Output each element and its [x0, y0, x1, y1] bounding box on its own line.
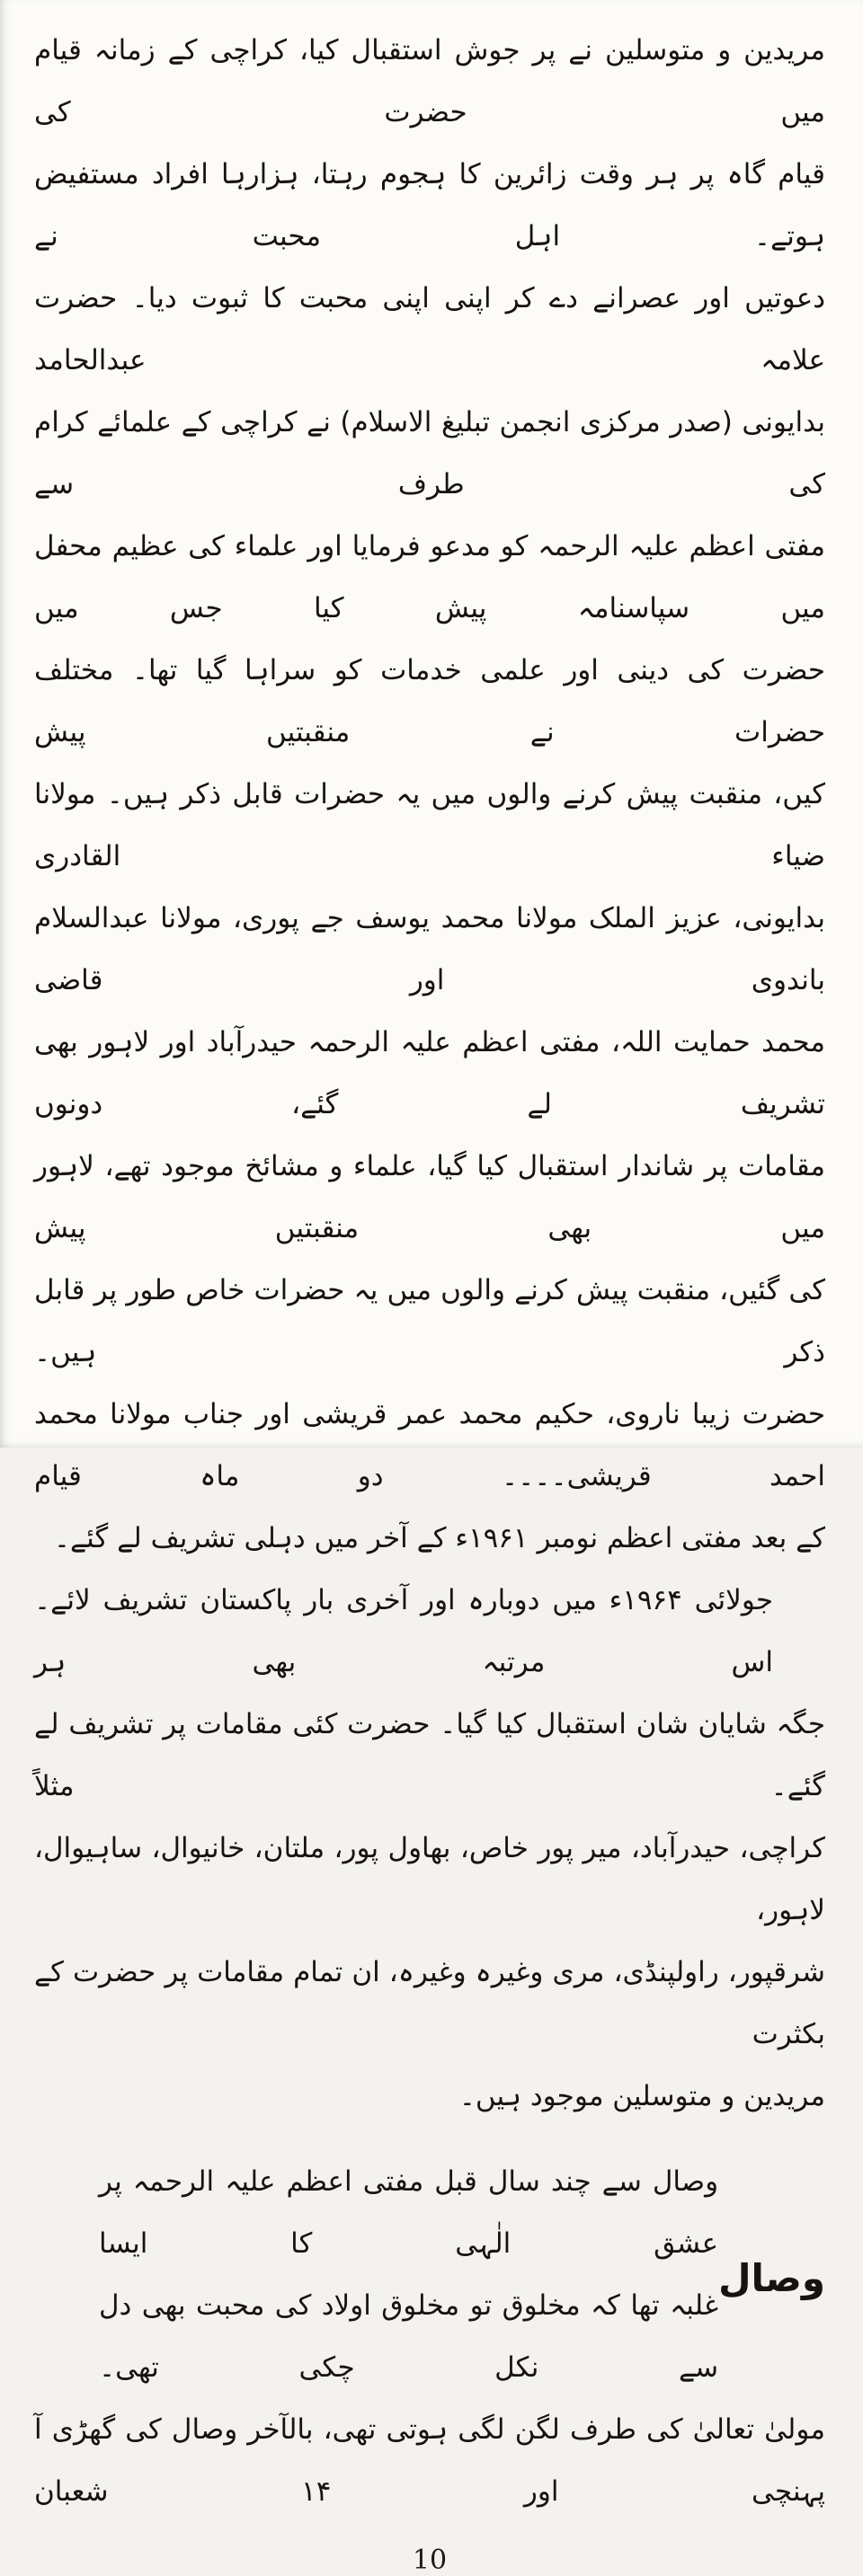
text-line: مولیٰ تعالیٰ کی طرف لگن لگی ہوتی تھی، بالآخر وصال کی گھڑی آ پہنچی اور ۱۴ شعبان — [34, 2413, 825, 2508]
page-number: 10 — [412, 2545, 448, 2576]
text-line: بدایونی (صدر مرکزی انجمن تبلیغ الاسلام) نے کراچی کے علمائے کرام کی طرف سے — [34, 406, 825, 500]
text-line: دعوتیں اور عصرانے دے کر اپنی اپنی محبت کا ثبوت دیا۔ حضرت علامہ عبدالحامد — [34, 282, 825, 376]
text-line: قیام گاہ پر ہر وقت زائرین کا ہجوم رہتا، ہزارہا افراد مستفیض ہوتے۔ اہل محبت نے — [34, 158, 825, 252]
text-line: جولائی ۱۹۶۴ء میں دوبارہ اور آخری بار پاکستان تشریف لائے۔ اس مرتبہ بھی ہر — [34, 1584, 773, 1678]
body-text — [34, 20, 825, 2523]
text-line: کراچی، حیدرآباد، میر پور خاص، بھاول پور، ملتان، خانیوال، ساہیوال، لاہور، — [34, 1832, 825, 1926]
text-line: بدایونی، عزیز الملک مولانا محمد یوسف جے پوری، مولانا عبدالسلام باندوی اور قاضی — [34, 902, 825, 996]
text-line: مریدین و متوسلین موجود ہیں۔ — [458, 2080, 825, 2112]
text-line: کیں، منقبت پیش کرنے والوں میں یہ حضرات قابل ذکر ہیں۔ مولانا ضیاء القادری — [34, 778, 825, 872]
text-line: مقامات پر شاندار استقبال کیا گیا، علماء و مشائخ موجود تھے، لاہور میں بھی منقبتیں پیش — [34, 1150, 825, 1244]
section-heading-wisal: وصال — [718, 2255, 825, 2300]
text-line: حضرت زیبا ناروی، حکیم محمد عمر قریشی اور جناب مولانا محمد احمد قریشی۔۔۔۔ دو ماہ قیام — [34, 1398, 825, 1492]
text-line: محمد حمایت اللہ، مفتی اعظم علیہ الرحمہ حیدرآباد اور لاہور بھی تشریف لے گئے، دونوں — [34, 1026, 825, 1120]
text-line: وصال سے چند سال قبل مفتی اعظم علیہ الرحمہ پر عشق الٰہی کا ایسا — [99, 2165, 719, 2260]
text-line: کی گئیں، منقبت پیش کرنے والوں میں یہ حضرات خاص طور پر قابل ذکر ہیں۔ — [34, 1274, 825, 1368]
wisal-section — [34, 2151, 825, 2399]
text-line: کے بعد مفتی اعظم نومبر ۱۹۶۱ء کے آخر میں دہلی تشریف لے گئے۔ — [53, 1522, 825, 1554]
text-line: جگہ شایان شان استقبال کیا گیا۔ حضرت کئی مقامات پر تشریف لے گئے۔ مثلاً — [34, 1708, 825, 1802]
wisal-section-text — [34, 2151, 718, 2399]
text-line: حضرت کی دینی اور علمی خدمات کو سراہا گیا تھا۔ مختلف حضرات نے منقبتیں پیش — [34, 654, 825, 748]
text-line: مفتی اعظم علیہ الرحمہ کو مدعو فرمایا اور علماء کی عظیم محفل میں سپاسنامہ پیش کیا جس میں — [34, 530, 825, 624]
text-line: مریدین و متوسلین نے پر جوش استقبال کیا، کراچی کے زمانہ قیام میں حضرت کی — [34, 34, 825, 128]
text-line: شرقپور، راولپنڈی، مری وغیرہ وغیرہ، ان تمام مقامات پر حضرت کے بکثرت — [34, 1956, 825, 2050]
text-line: غلبہ تھا کہ مخلوق تو مخلوق اولاد کی محبت بھی دل سے نکل چکی تھی۔ — [99, 2289, 719, 2384]
